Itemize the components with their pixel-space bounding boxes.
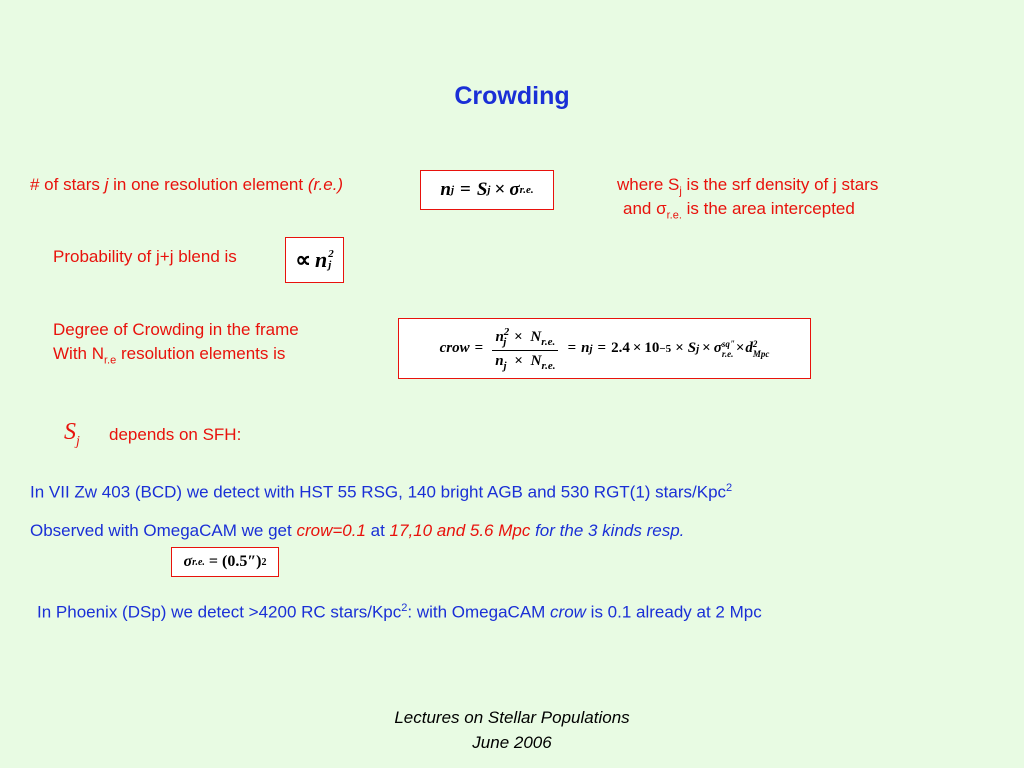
s-j-symbol [64, 419, 80, 450]
eq3-times-4: × [735, 340, 745, 356]
eq3-mid-n: n [581, 340, 590, 356]
eq2-n: n [314, 247, 328, 272]
eq3-d-sub: Mpc [752, 348, 770, 359]
eq4-value: (0.5″) [222, 553, 262, 570]
stars-j: j [104, 175, 109, 194]
eq3-numerator [492, 326, 558, 351]
eq3-equals-1: = [474, 340, 484, 356]
omega-at: at [365, 521, 390, 540]
eq1-s: S [476, 179, 488, 200]
eq2-sup: 2 [328, 248, 334, 260]
equation-sigma-re-box [171, 547, 279, 577]
stars-per-element-text [30, 175, 343, 195]
phoenix-prefix: In Phoenix (DSp) we detect >4200 RC stars/Kpc [37, 602, 402, 622]
eq3-mid-sub: j [589, 342, 593, 355]
equation-prop-n-j-squared-box [285, 237, 344, 283]
eq3-num-times: × [514, 328, 523, 345]
eq3-equals-3: = [597, 340, 607, 356]
phoenix-crow: crow [550, 602, 586, 622]
eq3-d-scripts [753, 339, 770, 359]
eq3-d: d [745, 340, 753, 356]
eq3-den-sub: j [503, 359, 507, 372]
sj-sub: j [76, 433, 80, 449]
eq3-num-sup: 2 [503, 325, 510, 338]
eq3-times-2: × [675, 340, 684, 356]
omega-prefix: Observed with OmegaCAM we get [30, 521, 297, 540]
eq3-num-sub: j [503, 335, 507, 348]
eq3-equals-2: = [567, 340, 577, 356]
eq3-ten: 10 [644, 340, 660, 356]
where-l2-suffix: is the area intercepted [681, 199, 855, 218]
vii-zw-403-text [30, 482, 732, 503]
where-l1-suffix: is the srf density of j stars [681, 175, 879, 194]
eq3-num-N: N [530, 328, 542, 345]
equation-crow-box [398, 318, 811, 379]
where-l2-sub: r.e. [666, 209, 682, 222]
phoenix-middle: : with OmegaCAM [407, 602, 551, 622]
eq3-num-N-sub: r.e. [541, 335, 556, 348]
eq1-n: n [440, 179, 451, 200]
observed-omegacam-text [30, 521, 684, 541]
omega-suffix: for the 3 kinds resp. [530, 521, 685, 540]
eq3-den-n: n [495, 352, 504, 369]
equation-n-j-box [420, 170, 554, 210]
eq3-num-n: n [495, 328, 504, 345]
eq1-equals: = [460, 179, 471, 200]
eq3-times-3: × [702, 340, 711, 356]
eq3-fraction [492, 326, 558, 372]
degree-l2-sub: r.e [104, 354, 117, 367]
eq2-proportional: ∝ [295, 247, 311, 272]
sj-s: S [64, 419, 76, 445]
phoenix-sup: 2 [401, 602, 408, 614]
stars-re: (r.e.) [307, 175, 344, 194]
degree-line-1: Degree of Crowding in the frame [53, 320, 299, 339]
eq1-n-sub: j [450, 184, 455, 196]
eq3-den-N-sub: r.e. [541, 359, 556, 372]
eq3-sigma-sup: sq" [721, 338, 735, 349]
omega-dist: 17,10 and 5.6 Mpc [389, 521, 531, 540]
depends-on-sfh-text: depends on SFH: [109, 425, 242, 444]
degree-line-2 [53, 344, 285, 366]
omega-crow: crow=0.1 [296, 521, 366, 540]
eq3-den-N: N [530, 352, 542, 369]
eq1-sigma-sub: r.e. [519, 184, 534, 196]
eq3-den-times: × [514, 352, 523, 369]
eq3-times-1: × [632, 340, 642, 356]
blend-probability-text: Probability of j+j blend is [53, 247, 237, 266]
eq1-times: × [494, 179, 506, 200]
footer-line-1: Lectures on Stellar Populations [394, 708, 630, 727]
footer-line-2: June 2006 [472, 733, 552, 752]
eq1-sigma: σ [509, 179, 520, 200]
eq3-denominator [492, 351, 558, 372]
eq3-crow: crow [439, 340, 470, 356]
vii-text: In VII Zw 403 (BCD) we detect with HST 55 RSG, 140 bright AGB and 530 RGT(1) stars/Kpc [30, 482, 727, 502]
vii-sup: 2 [726, 482, 733, 494]
eq4-sup: 2 [261, 556, 267, 568]
eq3-d-sup: 2 [752, 338, 758, 349]
eq2-scripts [328, 249, 334, 271]
eq3-exp: −5 [659, 342, 672, 355]
eq3-sigma-sub: r.e. [721, 348, 734, 359]
where-line-1 [617, 175, 878, 197]
eq3-coef: 2.4 [611, 340, 630, 356]
where-l1-prefix: where S [617, 175, 680, 194]
slide-title: Crowding [454, 82, 570, 110]
eq3-s: S [687, 340, 697, 356]
eq3-s-sub: j [696, 342, 700, 355]
eq3-sigma-scripts [722, 339, 735, 359]
where-l1-sub: j [679, 185, 682, 198]
phoenix-text [37, 602, 762, 623]
eq4-sigma: σ [183, 553, 193, 570]
eq2-sub: j [328, 259, 332, 271]
stars-prefix: # of stars [30, 175, 105, 194]
phoenix-suffix: is 0.1 already at 2 Mpc [585, 602, 762, 622]
where-l2-prefix: and σ [623, 199, 667, 218]
eq4-equals: = [208, 553, 219, 570]
eq1-s-sub: j [487, 184, 491, 196]
stars-middle: in one resolution element [108, 175, 308, 194]
eq4-sub: r.e. [192, 556, 205, 568]
degree-l2-suffix: resolution elements is [116, 344, 286, 363]
eq3-sigma: σ [713, 340, 722, 356]
where-line-2 [623, 199, 855, 221]
degree-l2-prefix: With N [53, 344, 104, 363]
